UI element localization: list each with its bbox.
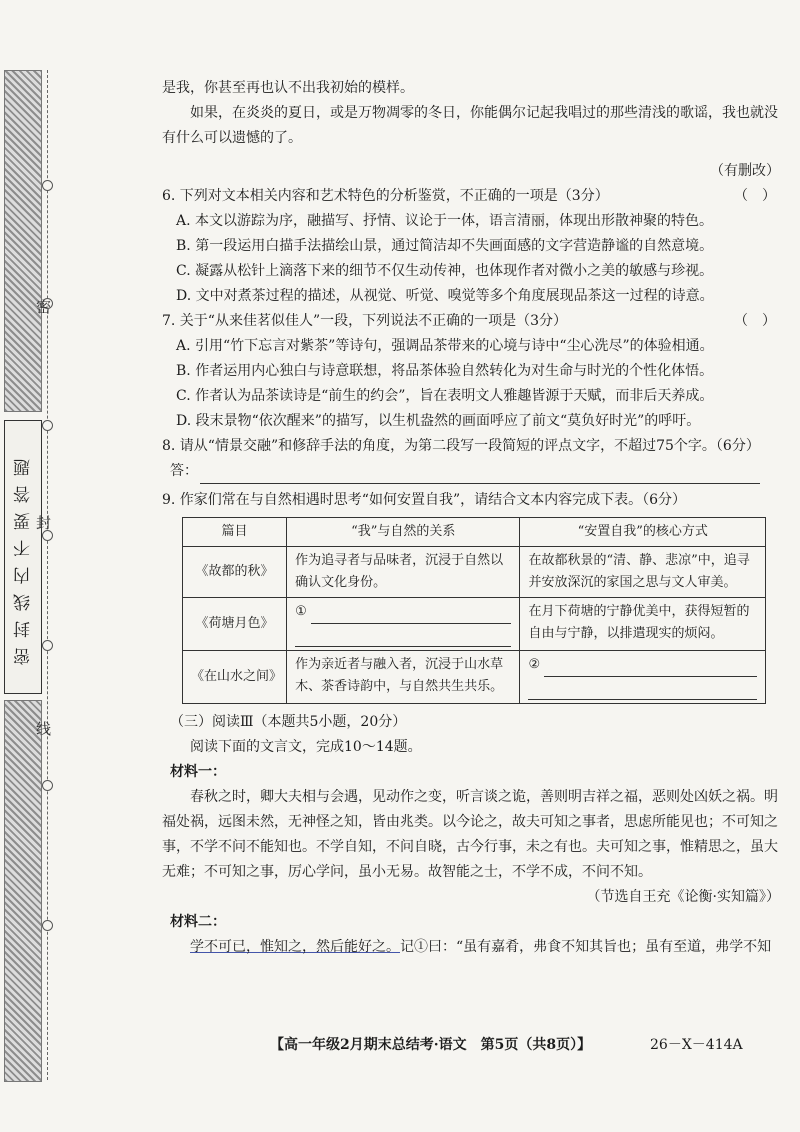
table-cell-relation (287, 598, 520, 651)
table-row (183, 598, 766, 651)
question-7 (162, 309, 780, 434)
question-stem: 7. 关于“从来佳茗似佳人”一段，下列说法不正确的一项是（3分） （ ） (162, 309, 780, 334)
question-9 (162, 488, 780, 704)
question-stem: 6. 下列对文本相关内容和艺术特色的分析鉴赏，不正确的一项是（3分） （ ） (162, 184, 780, 209)
table-header: “安置自我”的核心方式 (520, 518, 766, 547)
passage-source: （有删改） (710, 163, 780, 179)
blank-marker: ② (528, 657, 541, 672)
passage-line: 是我，你甚至再也认不出我初始的模样。 (162, 80, 414, 96)
blank-marker: ① (295, 604, 307, 619)
question-stem: 9. 作家们常在与自然相遇时思考“如何安置自我”，请结合文本内容完成下表。（6分） (162, 492, 687, 508)
table-row (183, 547, 766, 598)
hatch-pattern-top (4, 70, 42, 412)
table-cell-title: 《故都的秋》 (183, 547, 287, 598)
question-stem: 8. 请从“情景交融”和修辞手法的角度，为第二段写一段简短的评点文字，不超过75个字。（6分） (162, 438, 760, 454)
material-1-label: 材料一： (170, 764, 226, 780)
binding-notice-text: 密封线内不要答题 (13, 449, 34, 665)
table-cell-relation: 作为亲近者与融入者，沉浸于山水草木、茶香诗韵中，与自然共生共乐。 (287, 651, 520, 704)
option-b: B. 作者运用内心独白与诗意联想，将品茶体验自然转化为对生命与时光的个性化体悟。 (176, 363, 714, 379)
option-c: C. 凝露从松针上滴落下来的细节不仅生动传神，也体现作者对微小之美的敏感与珍视。 (176, 263, 714, 279)
table-cell-relation: 作为追寻者与品味者，沉浸于自然以确认文化身份。 (287, 547, 520, 598)
seal-char-mi: 密 (36, 298, 52, 316)
seal-char-feng: 封 (36, 514, 52, 532)
option-b: B. 第一段运用白描手法描绘山景，通过简洁却不失画面感的文字营造静谧的自然意境。 (176, 238, 714, 254)
binding-hole-icon (42, 780, 53, 791)
option-d: D. 文中对煮茶过程的描述，从视觉、听觉、嗅觉等多个角度展现品茶这一过程的诗意。 (176, 288, 714, 304)
hatch-pattern-bottom (4, 700, 42, 1082)
option-d: D. 段末景物“依次醒来”的描写，以生机盎然的画面呼应了前文“莫负好时光”的呼吁。 (176, 413, 701, 429)
material-2-text: 学不可已，惟知之，然后能好之。记①曰：“虽有嘉肴，弗食不知其旨也；虽有至道，弗学不知 (190, 939, 772, 955)
binding-hole-icon (42, 180, 53, 191)
answer-line-field[interactable] (200, 469, 760, 484)
table-header: 篇目 (183, 518, 287, 547)
paper-code: 26－X－414A (650, 1037, 743, 1053)
section-instruction: 阅读下面的文言文，完成10～14题。 (190, 739, 422, 755)
answer-row (162, 459, 780, 484)
answer-label: 答： (170, 463, 198, 479)
option-c: C. 作者认为品茶读诗是“前生的约会”，旨在表明文人雅趣皆源于天赋，而非后天养成。 (176, 388, 714, 404)
material-2-label: 材料二： (170, 914, 226, 930)
table-cell-method: 在故都秋景的“清、静、悲凉”中，追寻并安放深沉的家国之思与文人审美。 (520, 547, 766, 598)
section-reading-3 (162, 710, 780, 960)
option-a: A. 本文以游踪为序，融描写、抒情、议论于一体，语言清丽，体现出形散神聚的特色。 (176, 213, 714, 229)
table-cell-method: 在月下荷塘的宁静优美中，获得短暂的自由与宁静，以排遣现实的烦闷。 (520, 598, 766, 651)
answer-blank-1-line2[interactable] (295, 624, 511, 647)
main-content (162, 76, 780, 960)
table-header: “我”与自然的关系 (287, 518, 520, 547)
answer-blank-2-line2[interactable] (528, 677, 757, 700)
answer-blank-2[interactable] (544, 656, 757, 677)
material-1-source: （节选自王充《论衡·实知篇》） (586, 889, 780, 905)
binding-margin (0, 60, 70, 1070)
answer-bracket[interactable]: （ ） (734, 188, 776, 204)
handwritten-underline-text: 学不可已，惟知之，然后能好之。 (190, 939, 400, 955)
binding-notice-box (4, 420, 42, 694)
answer-blank-1[interactable] (311, 603, 511, 624)
table-row (183, 651, 766, 704)
answer-bracket[interactable]: （ ） (734, 313, 776, 329)
binding-hole-icon (42, 920, 53, 931)
question-8 (162, 434, 780, 484)
material-1-text: 春秋之时，卿大夫相与会遇，见动作之变，听言谈之诡，善则明吉祥之福，恶则处凶妖之祸。明福处祸，远图未然，无神怪之知，皆由兆类。以今论之，故夫可知之事者，思虑所能见也；不可知之事，不学不问不能知也。不学自知，不问自晓，古今行事，未之有也。夫可知之事，惟精思之，虽大无难；不可知之事，厉心学问，虽小无易。故智能之士，不学不成，不问不知。 (162, 789, 778, 880)
table-header-row (183, 518, 766, 547)
question-6 (162, 184, 780, 309)
binding-hole-icon (42, 420, 53, 431)
option-a: A. 引用“竹下忘言对紫茶”等诗句，强调品茶带来的心境与诗中“尘心洗尽”的体验相通。 (176, 338, 714, 354)
seal-char-xian: 线 (36, 720, 52, 738)
binding-hole-icon (42, 640, 53, 651)
section-heading: （三）阅读Ⅲ（本题共5小题，20分） (170, 714, 407, 730)
page-footer: 【高一年级2月期末总结考·语文 第5页（共8页）】 (270, 1037, 592, 1053)
answer-table (182, 517, 766, 704)
table-cell-method (520, 651, 766, 704)
table-cell-title: 《在山水之间》 (183, 651, 287, 704)
passage-paragraph: 如果，在炎炎的夏日，或是万物凋零的冬日，你能偶尔记起我唱过的那些清浅的歌谣，我也就没有什么可以遗憾的了。 (162, 105, 778, 146)
table-cell-title: 《荷塘月色》 (183, 598, 287, 651)
